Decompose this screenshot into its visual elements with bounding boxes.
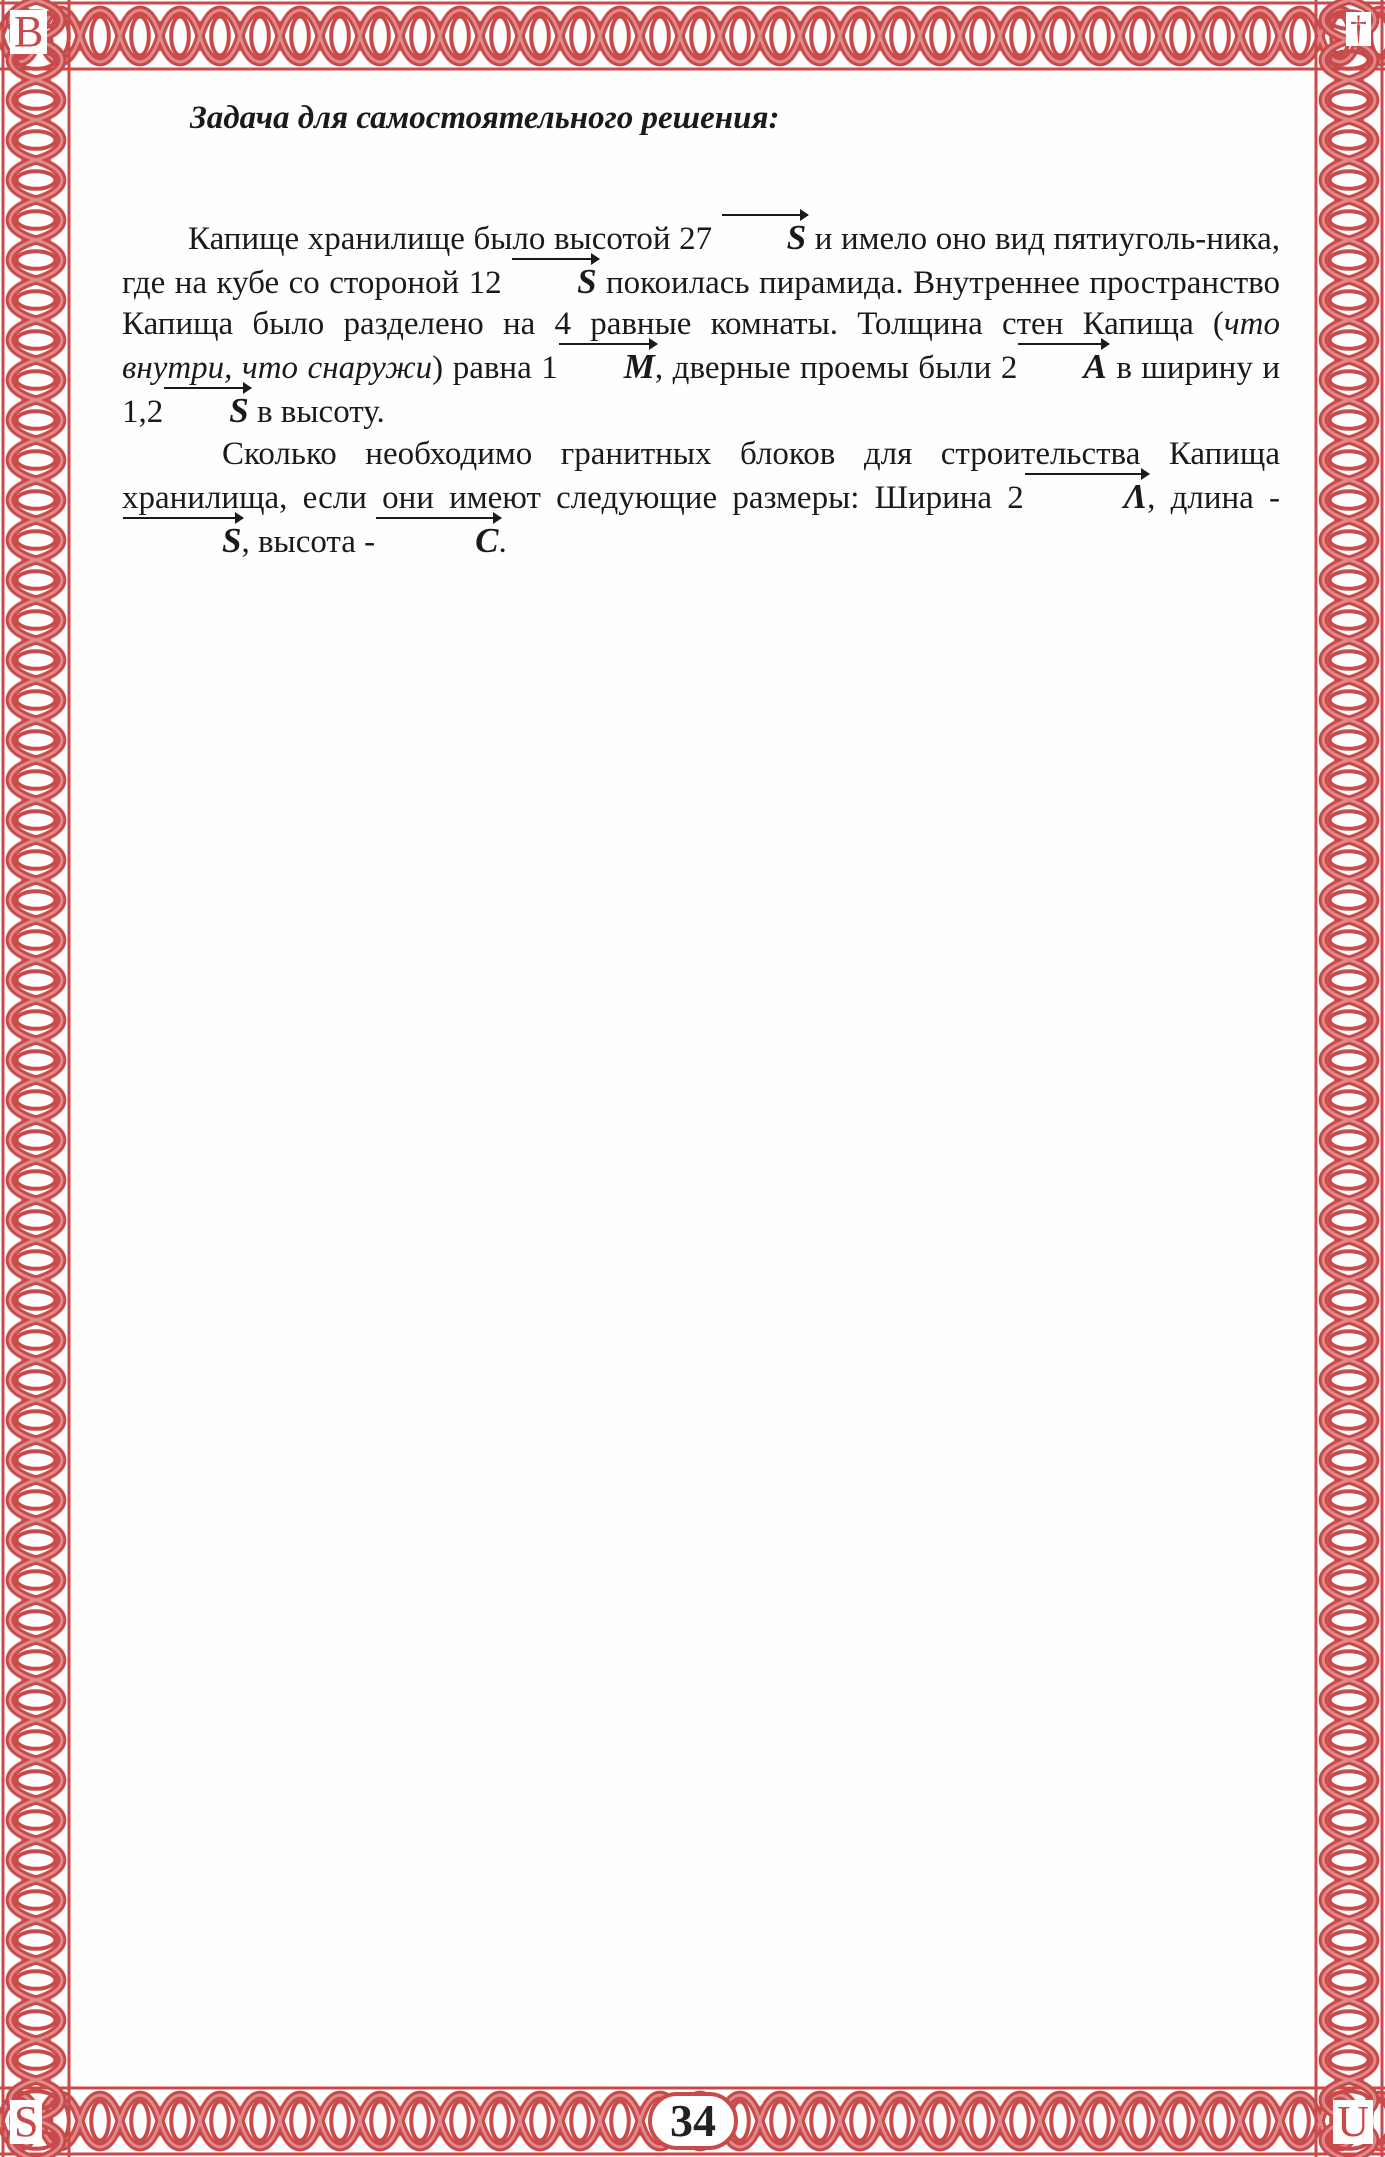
vector-symbol: S — [122, 519, 241, 558]
corner-letter-top-right: † — [1346, 12, 1371, 46]
corner-letter-bottom-left: S — [10, 2100, 42, 2144]
vector-symbol: C — [375, 519, 498, 558]
problem-paragraph — [122, 216, 1280, 433]
text-fragment: ) равна 1 — [432, 350, 558, 386]
right-knot-border — [1313, 0, 1385, 2157]
text-fragment: покоилась пирамида. Внутреннее пространство Капища было разделено на 4 равные комнаты. Толщина стен Капища ( — [122, 265, 1280, 342]
corner-letter-top-left: B — [10, 10, 47, 54]
page-number: 34 — [670, 2095, 716, 2146]
text-fragment: Сколько необходимо гранитных блоков для строительства Капища хранилища, если они имеют следующие размеры: Ширина 2 — [122, 436, 1280, 516]
task-heading: Задача для самостоятельного решения: — [190, 100, 780, 136]
text-fragment: и имело оно вид пятиуголь-ника, где на кубе со стороной 12 — [122, 221, 1281, 301]
vector-symbol: S — [163, 389, 248, 428]
text-fragment: в высоту. — [256, 394, 385, 430]
left-knot-pattern — [0, 0, 72, 2157]
text-fragment: , дверные проемы были 2 — [654, 350, 1018, 386]
top-knot-border — [0, 0, 1385, 72]
text-fragment: , высота - — [241, 524, 376, 560]
text-fragment: в ширину и 1,2 — [122, 350, 1281, 430]
question-paragraph — [122, 434, 1280, 563]
vector-symbol: S — [721, 216, 806, 255]
italic-note: что внутри, что снаружи — [122, 306, 1280, 386]
vector-symbol: A — [1017, 345, 1106, 384]
left-knot-border — [0, 0, 72, 2157]
vector-symbol: S — [511, 260, 596, 299]
page-number-badge — [648, 2092, 738, 2150]
right-knot-pattern — [1313, 0, 1385, 2157]
vector-symbol: Λ — [1024, 475, 1147, 514]
vector-symbol: M — [558, 345, 655, 384]
text-fragment: , длина - — [1147, 480, 1280, 516]
text-fragment: . — [498, 524, 507, 560]
corner-letter-bottom-right: U — [1333, 2100, 1373, 2144]
top-knot-pattern — [0, 0, 1385, 72]
text-fragment: Капище хранилище было высотой 27 — [188, 221, 713, 257]
